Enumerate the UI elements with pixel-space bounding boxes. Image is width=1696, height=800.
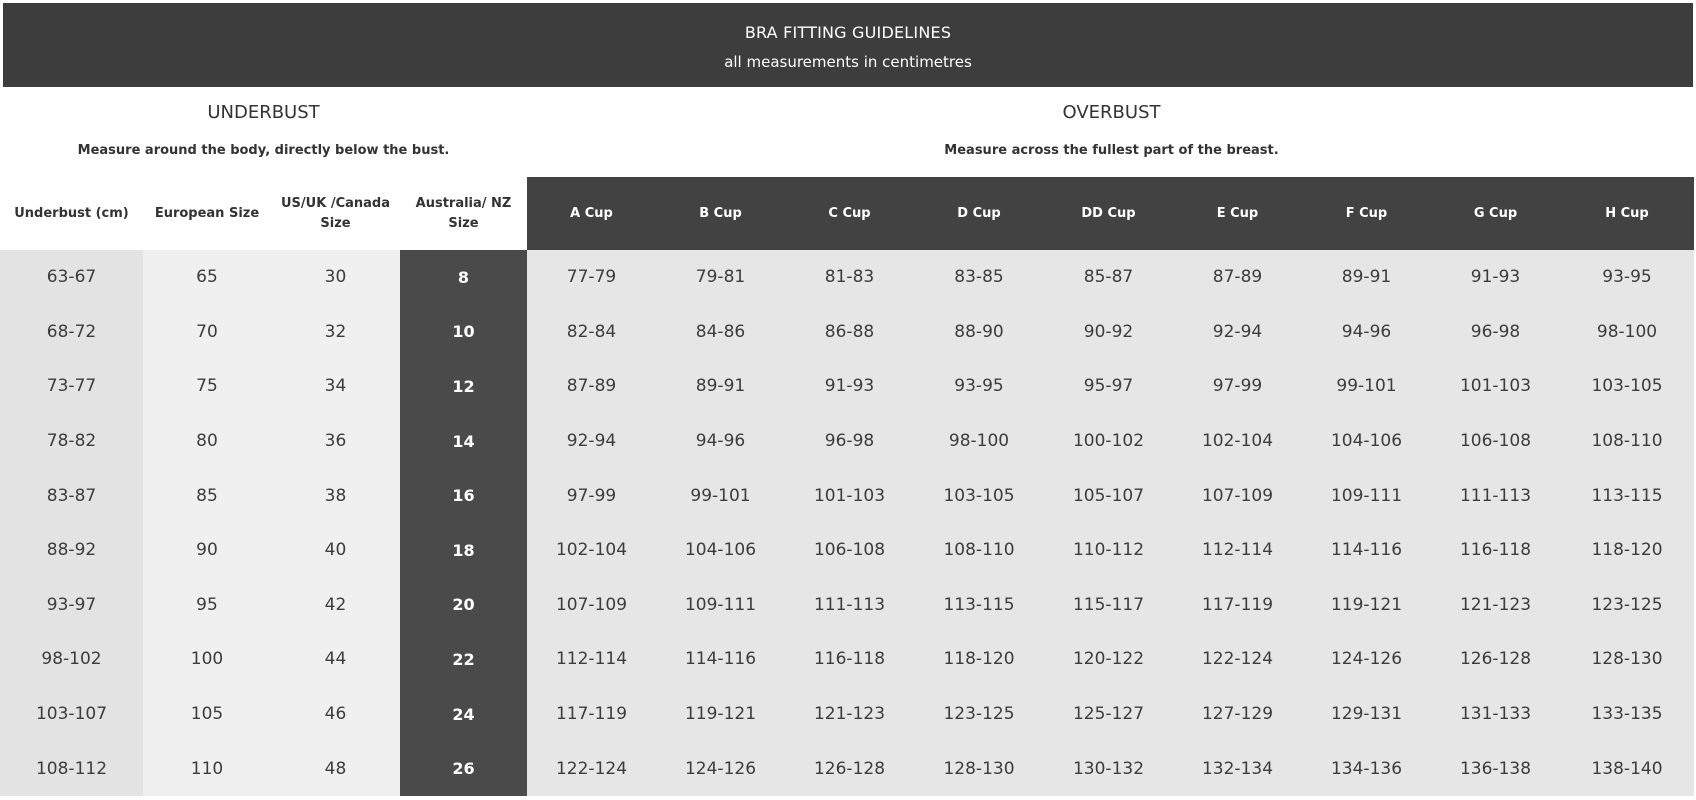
- cup-measurement-cell: 84-86: [656, 305, 785, 360]
- cup-measurement-cell: 85-87: [1044, 250, 1173, 305]
- underbust-cell: 78-82: [0, 414, 143, 469]
- cup-measurement-cell: 124-126: [1302, 632, 1431, 687]
- column-header-h-cup: H Cup: [1560, 177, 1694, 250]
- column-header-g-cup: G Cup: [1431, 177, 1560, 250]
- cup-measurement-cell: 113-115: [914, 578, 1044, 633]
- cup-measurement-cell: 114-116: [1302, 523, 1431, 578]
- cup-measurement-cell: 101-103: [785, 468, 914, 523]
- cup-measurement-cell: 117-119: [1173, 578, 1302, 633]
- table-row: [0, 359, 1694, 414]
- underbust-cell: 93-97: [0, 578, 143, 633]
- underbust-cell: 83-87: [0, 468, 143, 523]
- cup-measurement-cell: 119-121: [656, 687, 785, 742]
- us-uk-canada-size-cell: 32: [271, 305, 400, 360]
- column-header-us-uk-canada-size: [271, 177, 400, 250]
- cup-measurement-cell: 79-81: [656, 250, 785, 305]
- column-header-a-cup: A Cup: [527, 177, 656, 250]
- european-size-cell: 105: [143, 687, 271, 742]
- australia-nz-size-cell: 24: [400, 687, 527, 742]
- cup-measurement-cell: 94-96: [656, 414, 785, 469]
- cup-measurement-cell: 107-109: [527, 578, 656, 633]
- australia-nz-size-cell: 16: [400, 468, 527, 523]
- cup-measurement-cell: 91-93: [1431, 250, 1560, 305]
- us-uk-canada-size-cell: 46: [271, 687, 400, 742]
- cup-measurement-cell: 100-102: [1044, 414, 1173, 469]
- cup-measurement-cell: 92-94: [527, 414, 656, 469]
- cup-measurement-cell: 82-84: [527, 305, 656, 360]
- table-row: [0, 578, 1694, 633]
- table-row: [0, 414, 1694, 469]
- australia-nz-size-cell: 22: [400, 632, 527, 687]
- cup-measurement-cell: 116-118: [1431, 523, 1560, 578]
- table-row: [0, 741, 1694, 796]
- cup-measurement-cell: 122-124: [1173, 632, 1302, 687]
- column-header-australia-nz-size: [400, 177, 527, 250]
- cup-measurement-cell: 77-79: [527, 250, 656, 305]
- us-uk-canada-size-cell: 48: [271, 741, 400, 796]
- cup-measurement-cell: 89-91: [656, 359, 785, 414]
- underbust-cell: 88-92: [0, 523, 143, 578]
- cup-measurement-cell: 89-91: [1302, 250, 1431, 305]
- column-header-line: Size: [448, 215, 479, 231]
- cup-measurement-cell: 106-108: [785, 523, 914, 578]
- cup-measurement-cell: 93-95: [914, 359, 1044, 414]
- cup-measurement-cell: 103-105: [1560, 359, 1694, 414]
- overbust-instruction: Measure across the fullest part of the breast.: [944, 143, 1279, 158]
- table-body: [0, 250, 1694, 796]
- cup-measurement-cell: 114-116: [656, 632, 785, 687]
- cup-measurement-cell: 96-98: [785, 414, 914, 469]
- cup-measurement-cell: 128-130: [1560, 632, 1694, 687]
- cup-measurement-cell: 92-94: [1173, 305, 1302, 360]
- size-table: [0, 177, 1694, 796]
- cup-measurement-cell: 106-108: [1431, 414, 1560, 469]
- column-header-e-cup: E Cup: [1173, 177, 1302, 250]
- cup-measurement-cell: 81-83: [785, 250, 914, 305]
- cup-measurement-cell: 129-131: [1302, 687, 1431, 742]
- cup-measurement-cell: 122-124: [527, 741, 656, 796]
- cup-measurement-cell: 111-113: [1431, 468, 1560, 523]
- cup-measurement-cell: 108-110: [914, 523, 1044, 578]
- cup-measurement-cell: 95-97: [1044, 359, 1173, 414]
- underbust-cell: 98-102: [0, 632, 143, 687]
- cup-measurement-cell: 102-104: [1173, 414, 1302, 469]
- cup-measurement-cell: 93-95: [1560, 250, 1694, 305]
- cup-measurement-cell: 104-106: [656, 523, 785, 578]
- underbust-cell: 63-67: [0, 250, 143, 305]
- european-size-cell: 80: [143, 414, 271, 469]
- cup-measurement-cell: 90-92: [1044, 305, 1173, 360]
- cup-measurement-cell: 87-89: [1173, 250, 1302, 305]
- australia-nz-size-cell: 10: [400, 305, 527, 360]
- cup-measurement-cell: 120-122: [1044, 632, 1173, 687]
- cup-measurement-cell: 104-106: [1302, 414, 1431, 469]
- us-uk-canada-size-cell: 34: [271, 359, 400, 414]
- cup-measurement-cell: 107-109: [1173, 468, 1302, 523]
- table-row: [0, 250, 1694, 305]
- cup-measurement-cell: 132-134: [1173, 741, 1302, 796]
- table-header-row: [0, 177, 1694, 250]
- cup-measurement-cell: 103-105: [914, 468, 1044, 523]
- underbust-cell: 103-107: [0, 687, 143, 742]
- cup-measurement-cell: 127-129: [1173, 687, 1302, 742]
- column-header-line: Size: [320, 215, 351, 231]
- cup-measurement-cell: 136-138: [1431, 741, 1560, 796]
- cup-measurement-cell: 118-120: [914, 632, 1044, 687]
- column-header-f-cup: F Cup: [1302, 177, 1431, 250]
- cup-measurement-cell: 108-110: [1560, 414, 1694, 469]
- cup-measurement-cell: 113-115: [1560, 468, 1694, 523]
- cup-measurement-cell: 123-125: [1560, 578, 1694, 633]
- cup-measurement-cell: 131-133: [1431, 687, 1560, 742]
- european-size-cell: 90: [143, 523, 271, 578]
- cup-measurement-cell: 121-123: [785, 687, 914, 742]
- underbust-cell: 73-77: [0, 359, 143, 414]
- european-size-cell: 100: [143, 632, 271, 687]
- cup-measurement-cell: 86-88: [785, 305, 914, 360]
- column-header-d-cup: D Cup: [914, 177, 1044, 250]
- cup-measurement-cell: 130-132: [1044, 741, 1173, 796]
- european-size-cell: 70: [143, 305, 271, 360]
- underbust-instruction: Measure around the body, directly below the bust.: [77, 143, 450, 158]
- cup-measurement-cell: 97-99: [1173, 359, 1302, 414]
- cup-measurement-cell: 83-85: [914, 250, 1044, 305]
- underbust-cell: 68-72: [0, 305, 143, 360]
- column-header-line: Australia/ NZ: [415, 195, 512, 211]
- cup-measurement-cell: 99-101: [1302, 359, 1431, 414]
- cup-measurement-cell: 126-128: [785, 741, 914, 796]
- cup-measurement-cell: 118-120: [1560, 523, 1694, 578]
- european-size-cell: 75: [143, 359, 271, 414]
- cup-measurement-cell: 94-96: [1302, 305, 1431, 360]
- cup-measurement-cell: 119-121: [1302, 578, 1431, 633]
- cup-measurement-cell: 87-89: [527, 359, 656, 414]
- page-subtitle: all measurements in centimetres: [724, 53, 972, 71]
- cup-measurement-cell: 110-112: [1044, 523, 1173, 578]
- us-uk-canada-size-cell: 40: [271, 523, 400, 578]
- underbust-title: UNDERBUST: [207, 102, 320, 123]
- cup-measurement-cell: 88-90: [914, 305, 1044, 360]
- table-row: [0, 523, 1694, 578]
- column-header-line: US/UK /Canada: [281, 195, 390, 211]
- table-row: [0, 632, 1694, 687]
- cup-measurement-cell: 125-127: [1044, 687, 1173, 742]
- cup-measurement-cell: 112-114: [527, 632, 656, 687]
- australia-nz-size-cell: 12: [400, 359, 527, 414]
- cup-measurement-cell: 101-103: [1431, 359, 1560, 414]
- cup-measurement-cell: 98-100: [914, 414, 1044, 469]
- column-header-underbust: Underbust (cm): [0, 177, 143, 250]
- cup-measurement-cell: 105-107: [1044, 468, 1173, 523]
- cup-measurement-cell: 126-128: [1431, 632, 1560, 687]
- column-header-dd-cup: DD Cup: [1044, 177, 1173, 250]
- table-row: [0, 305, 1694, 360]
- european-size-cell: 65: [143, 250, 271, 305]
- us-uk-canada-size-cell: 36: [271, 414, 400, 469]
- us-uk-canada-size-cell: 30: [271, 250, 400, 305]
- cup-measurement-cell: 98-100: [1560, 305, 1694, 360]
- cup-measurement-cell: 117-119: [527, 687, 656, 742]
- cup-measurement-cell: 115-117: [1044, 578, 1173, 633]
- australia-nz-size-cell: 20: [400, 578, 527, 633]
- us-uk-canada-size-cell: 42: [271, 578, 400, 633]
- european-size-cell: 85: [143, 468, 271, 523]
- australia-nz-size-cell: 14: [400, 414, 527, 469]
- cup-measurement-cell: 133-135: [1560, 687, 1694, 742]
- column-header-b-cup: B Cup: [656, 177, 785, 250]
- overbust-title: OVERBUST: [1062, 102, 1161, 123]
- australia-nz-size-cell: 26: [400, 741, 527, 796]
- cup-measurement-cell: 109-111: [656, 578, 785, 633]
- cup-measurement-cell: 134-136: [1302, 741, 1431, 796]
- page-title: BRA FITTING GUIDELINES: [744, 23, 952, 42]
- cup-measurement-cell: 91-93: [785, 359, 914, 414]
- cup-measurement-cell: 138-140: [1560, 741, 1694, 796]
- cup-measurement-cell: 111-113: [785, 578, 914, 633]
- table-row: [0, 468, 1694, 523]
- european-size-cell: 110: [143, 741, 271, 796]
- australia-nz-size-cell: 8: [400, 250, 527, 305]
- cup-measurement-cell: 123-125: [914, 687, 1044, 742]
- cup-measurement-cell: 102-104: [527, 523, 656, 578]
- cup-measurement-cell: 112-114: [1173, 523, 1302, 578]
- column-header-european-size: European Size: [143, 177, 271, 250]
- column-header-c-cup: C Cup: [785, 177, 914, 250]
- cup-measurement-cell: 99-101: [656, 468, 785, 523]
- cup-measurement-cell: 116-118: [785, 632, 914, 687]
- cup-measurement-cell: 121-123: [1431, 578, 1560, 633]
- underbust-cell: 108-112: [0, 741, 143, 796]
- cup-measurement-cell: 96-98: [1431, 305, 1560, 360]
- european-size-cell: 95: [143, 578, 271, 633]
- cup-measurement-cell: 109-111: [1302, 468, 1431, 523]
- australia-nz-size-cell: 18: [400, 523, 527, 578]
- table-row: [0, 687, 1694, 742]
- cup-measurement-cell: 97-99: [527, 468, 656, 523]
- us-uk-canada-size-cell: 44: [271, 632, 400, 687]
- cup-measurement-cell: 128-130: [914, 741, 1044, 796]
- cup-measurement-cell: 124-126: [656, 741, 785, 796]
- header-banner: [3, 3, 1693, 87]
- us-uk-canada-size-cell: 38: [271, 468, 400, 523]
